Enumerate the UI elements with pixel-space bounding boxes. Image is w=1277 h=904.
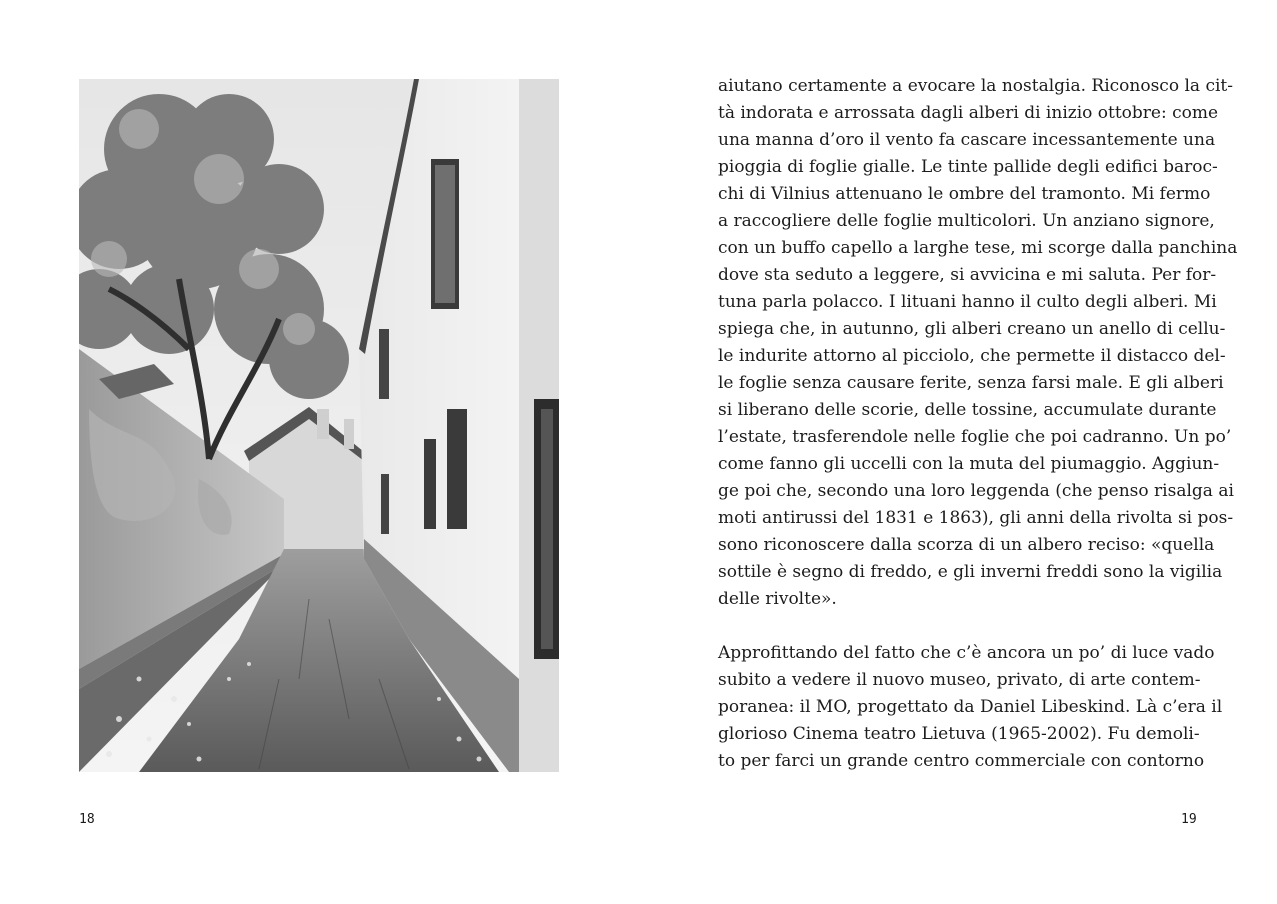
street-photo [79,79,559,772]
text-line: con un buffo capello a larghe tese, mi scorge dalla panchina [718,238,1238,258]
text-line: le indurite attorno al picciolo, che permette il distacco del- [718,346,1226,366]
paragraph-gap [718,613,1198,640]
page-number-right: 19 [1181,812,1197,827]
text-line: glorioso Cinema teatro Lietuva (1965-2002). Fu demoli- [718,724,1200,744]
text-line: moti antirussi del 1831 e 1863), gli anni della rivolta si pos- [718,508,1234,528]
text-line: aiutano certamente a evocare la nostalgia. Riconosco la cit- [718,76,1233,96]
text-line: ge poi che, secondo una loro leggenda (che penso risalga ai [718,481,1234,501]
paragraph-1 [718,73,1238,613]
text-line: sono riconoscere dalla scorza di un albero reciso: «quella [718,535,1215,555]
text-line: dove sta seduto a leggere, si avvicina e mi saluta. Per for- [718,265,1217,285]
text-line: poranea: il MO, progettato da Daniel Libeskind. Là c’era il [718,697,1223,717]
text-line: una manna d’oro il vento fa cascare incessantemente una [718,130,1216,150]
body-text [718,73,1238,775]
text-line: l’estate, trasferendole nelle foglie che poi cadranno. Un po’ [718,427,1232,447]
text-line: spiega che, in autunno, gli alberi creano un anello di cellu- [718,319,1226,339]
text-line: a raccogliere delle foglie multicolori. Un anziano signore, [718,211,1215,231]
paragraph-2 [718,640,1223,775]
text-line: subito a vedere il nuovo museo, privato, di arte contem- [718,670,1201,690]
text-line: pioggia di foglie gialle. Le tinte pallide degli edifici baroc- [718,157,1218,177]
text-line: le foglie senza causare ferite, senza farsi male. E gli alberi [718,373,1224,393]
text-line: delle rivolte». [718,589,837,609]
text-line: come fanno gli uccelli con la muta del piumaggio. Aggiun- [718,454,1220,474]
text-line: Approfittando del fatto che c’è ancora un po’ di luce vado [718,643,1215,663]
text-line: chi di Vilnius attenuano le ombre del tramonto. Mi fermo [718,184,1211,204]
text-line: to per farci un grande centro commerciale con contorno [718,751,1205,771]
alley-illustration [79,79,559,772]
text-line: sottile è segno di freddo, e gli inverni freddi sono la vigilia [718,562,1223,582]
page-number-left: 18 [79,812,95,827]
text-line: si liberano delle scorie, delle tossine, accumulate durante [718,400,1217,420]
text-line: tà indorata e arrossata dagli alberi di inizio ottobre: come [718,103,1219,123]
text-line: tuna parla polacco. I lituani hanno il culto degli alberi. Mi [718,292,1217,312]
